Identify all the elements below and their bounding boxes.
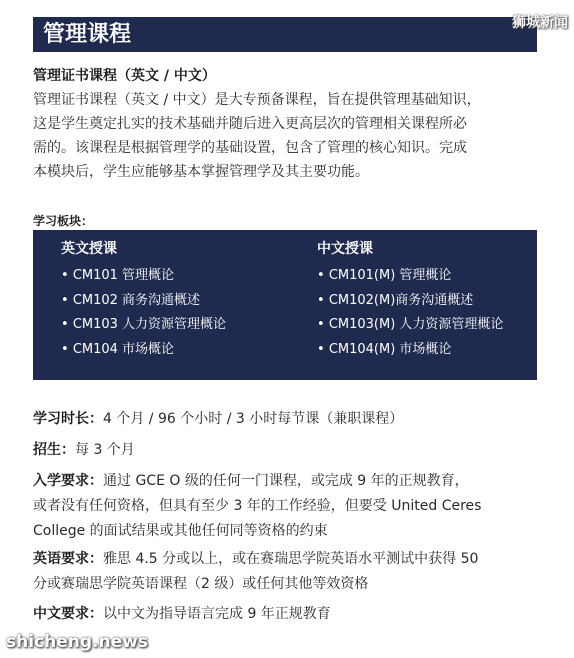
duration-value: 4 个月 / 96 个小时 / 3 小时每节课（兼职课程） [103, 411, 404, 427]
english-modules-column [61, 238, 226, 362]
intro-line: 需的。该课程是根据管理学的基础设置，包含了管理的核心知识。完成 [33, 140, 467, 156]
entry-label: 入学要求： [33, 473, 103, 489]
course-item: • CM103(M) 人力资源管理概论 [317, 313, 503, 338]
intro-line: 本模块后，学生应能够基本掌握管理学及其主要功能。 [33, 164, 369, 180]
program-intro [33, 88, 543, 184]
chinese-modules-heading: 中文授课 [317, 241, 373, 257]
english-modules-heading: 英文授课 [61, 241, 117, 257]
entry-requirements [33, 469, 553, 544]
intake-row [33, 438, 553, 463]
intake-label: 招生： [33, 442, 75, 458]
intro-line: 管理证书课程（英文 / 中文）是大专预备课程，旨在提供管理基础知识， [33, 92, 481, 108]
english-req-line: 雅思 4.5 分或以上，或在赛瑞思学院英语水平测试中获得 50 [103, 551, 479, 567]
duration-label: 学习时长： [33, 411, 103, 427]
entry-line: 通过 GCE O 级的任何一门课程，或完成 9 年的正规教育， [103, 473, 469, 489]
duration-row [33, 407, 553, 432]
chinese-req-value: 以中文为指导语言完成 9 年正规教育 [103, 606, 331, 622]
modules-box [33, 230, 537, 380]
english-req-label: 英语要求： [33, 551, 103, 567]
entry-line: College 的面试结果或其他任何同等资格的约束 [33, 523, 328, 539]
entry-line: 或者没有任何资格，但具有至少 3 年的工作经验，但要受 United Ceres [33, 498, 482, 514]
course-item: • CM102 商务沟通概述 [61, 289, 226, 314]
chinese-requirements [33, 602, 553, 627]
chinese-req-label: 中文要求： [33, 606, 103, 622]
course-item: • CM101(M) 管理概论 [317, 264, 503, 289]
watermark-top: 狮城新闻 [512, 15, 568, 31]
course-item: • CM101 管理概论 [61, 264, 226, 289]
modules-label: 学习板块： [33, 214, 94, 228]
english-req-line: 分或赛瑞思学院英语课程（2 级）或任何其他等效资格 [33, 576, 369, 592]
course-item: • CM102(M)商务沟通概述 [317, 289, 503, 314]
intake-value: 每 3 个月 [75, 442, 135, 458]
section-header-bar [33, 17, 537, 52]
chinese-modules-column [317, 238, 503, 362]
section-title: 管理课程 [43, 22, 132, 47]
intro-line: 这是学生奠定扎实的技术基础并随后进入更高层次的管理相关课程所必 [33, 116, 467, 132]
watermark-bottom: shicheng.news [6, 632, 148, 652]
course-item: • CM104(M) 市场概论 [317, 338, 503, 363]
course-item: • CM104 市场概论 [61, 338, 226, 363]
english-requirements [33, 547, 553, 597]
program-title: 管理证书课程（英文 / 中文） [33, 68, 216, 84]
course-item: • CM103 人力资源管理概论 [61, 313, 226, 338]
